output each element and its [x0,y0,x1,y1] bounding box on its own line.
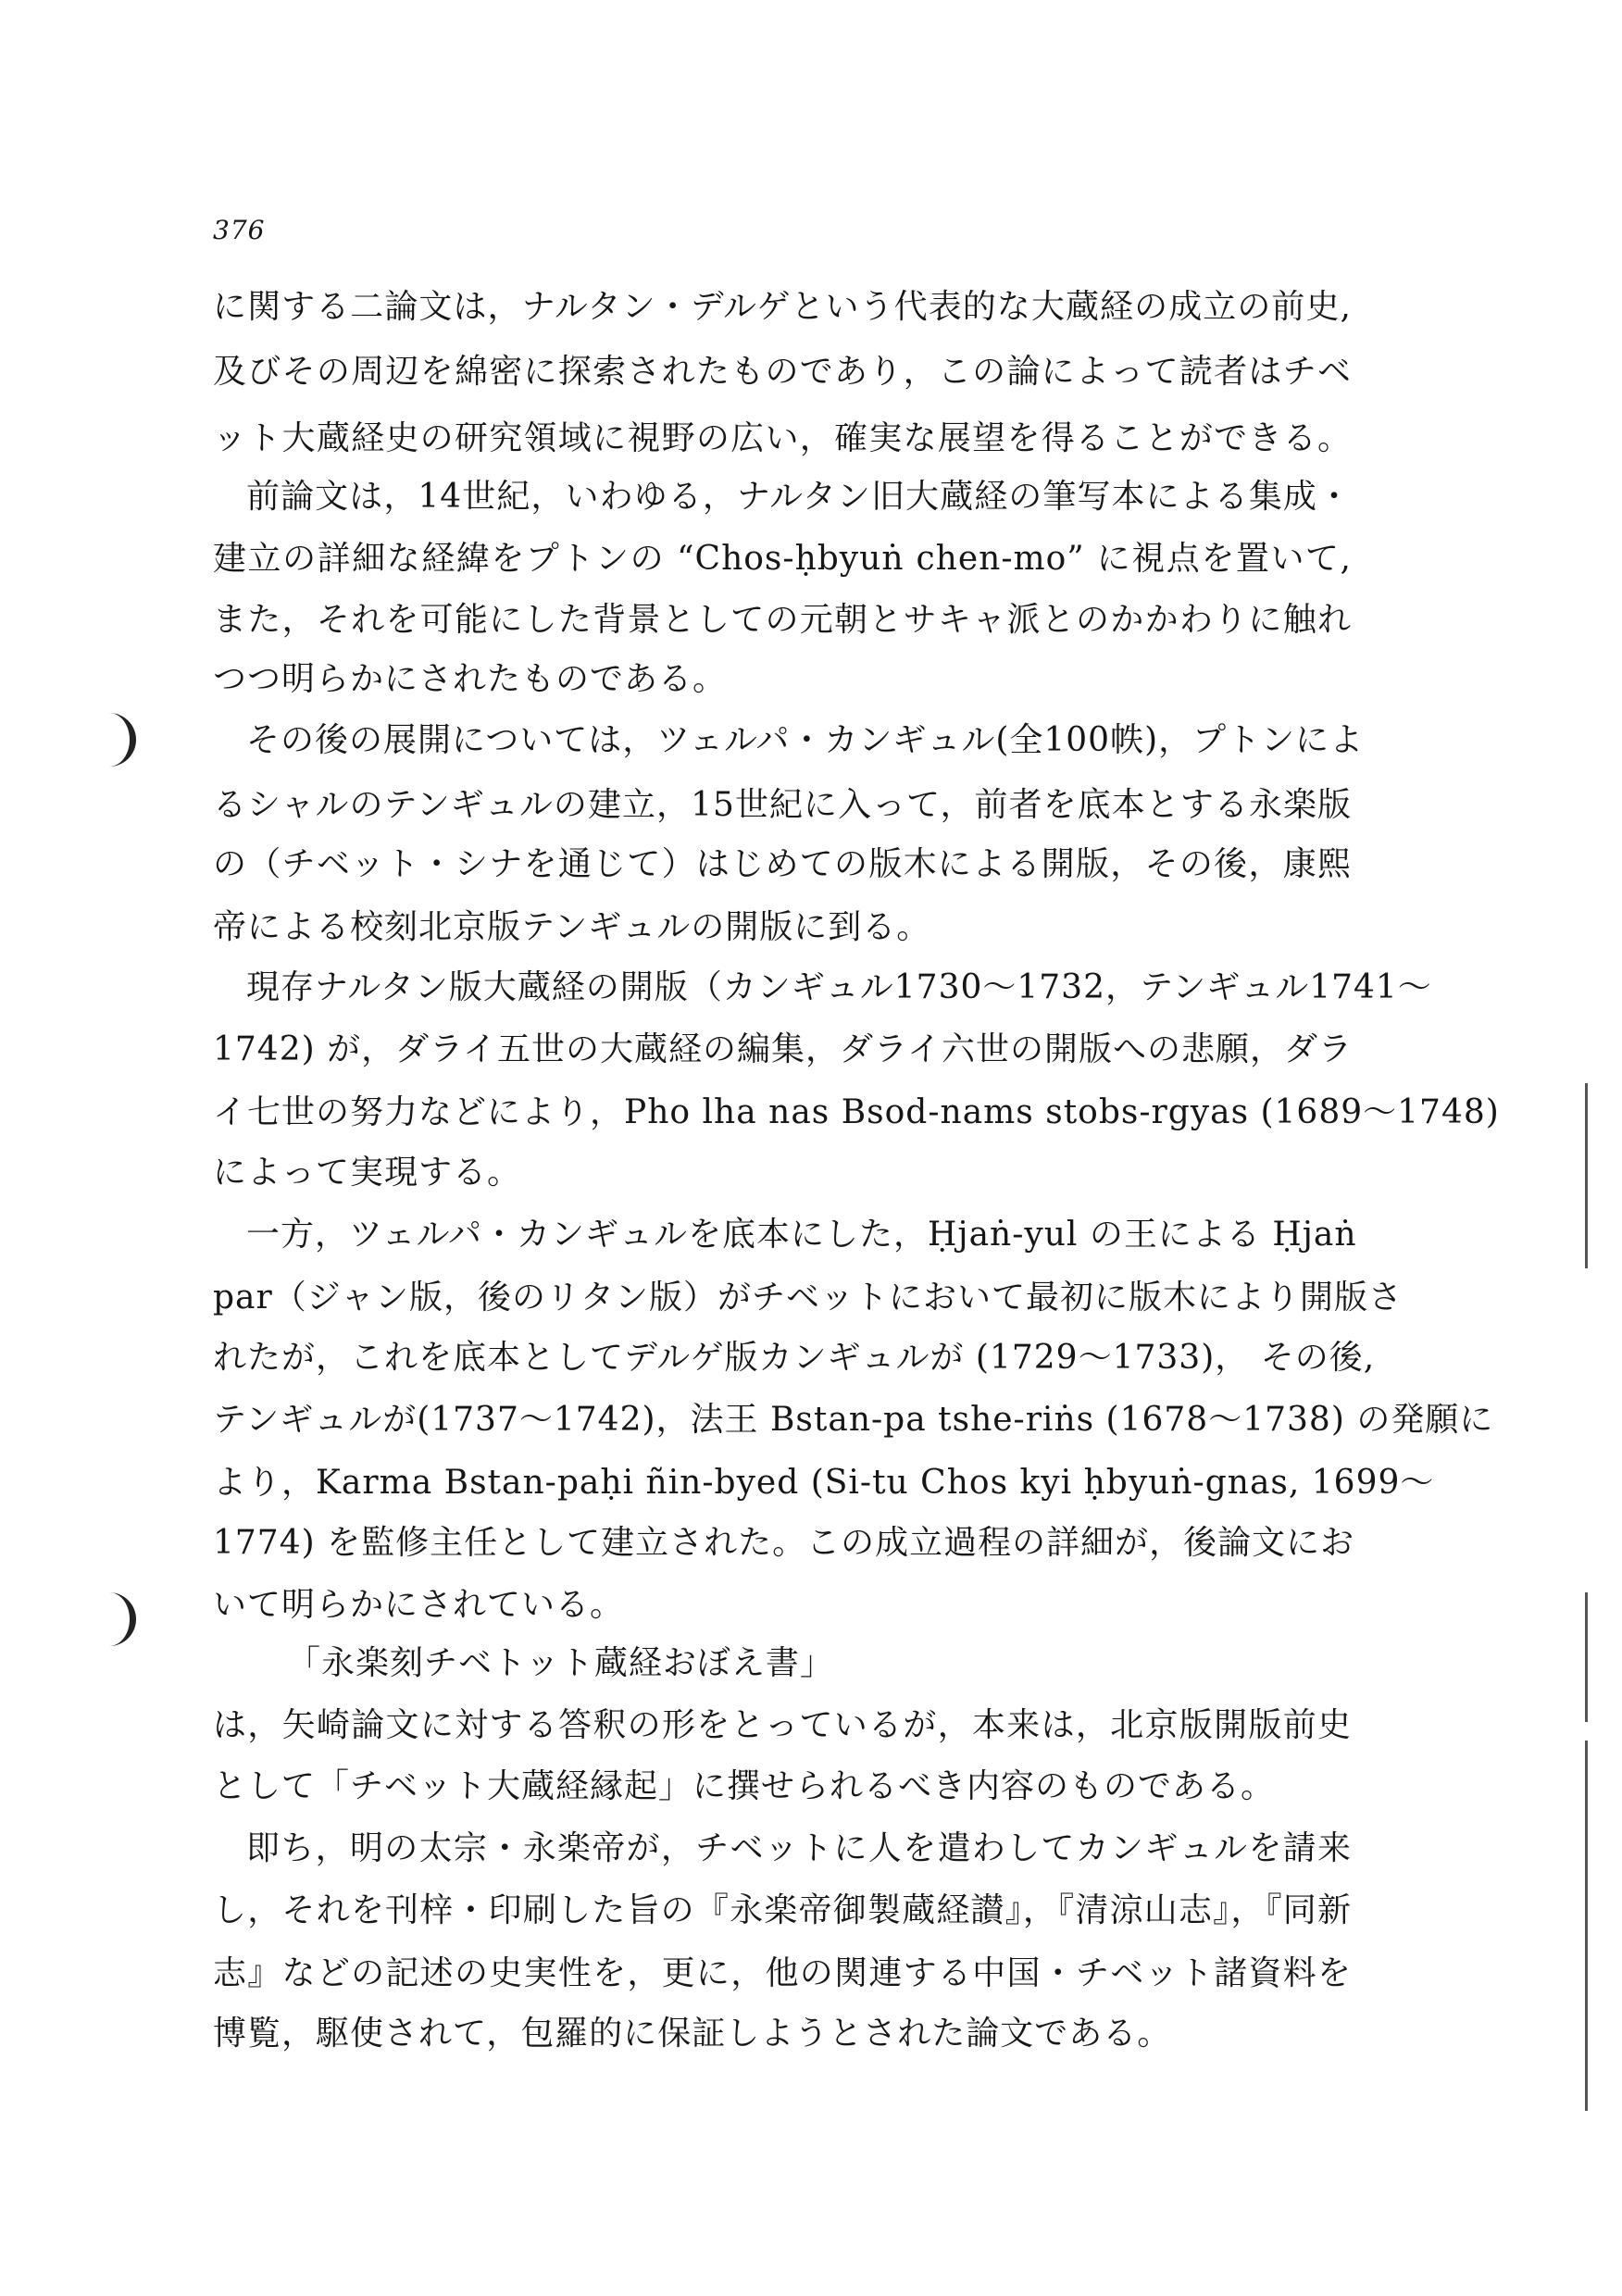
scan-edge-mark [1585,1083,1588,1268]
text-line: は，矢崎論文に対する答釈の形をとっているが，本来は，北京版開版前史 [213,1706,1352,1744]
text-line: 「永楽刻チベトット蔵経おぼえ書」 [287,1644,834,1682]
text-line: 1742) が，ダライ五世の大蔵経の編集，ダライ六世の開版への悲願，ダラ [213,1030,1353,1068]
text-line: par（ジャン版，後のリタン版）がチベットにおいて最初に版木により開版さ [213,1279,1403,1316]
text-line: つつ明らかにされたものである。 [213,660,728,698]
text-line: に関する二論文は，ナルタン・デルゲという代表的な大蔵経の成立の前史, [213,288,1352,326]
text-line: いて明らかにされている。 [213,1586,625,1624]
text-line: イ七世の努力などにより，Pho lha nas Bsod-nams stobs-rgyas (1689〜1748) [213,1093,1500,1131]
text-line: 帝による校刻北京版テンギュルの開版に到る。 [213,908,931,946]
text-line: 建立の詳細な経緯をプトンの “Chos-ḥbyuṅ chen-mo” に視点を置いて, [213,540,1352,578]
text-line: として「チベット大蔵経縁起」に撰せられるべき内容のものである。 [213,1767,1276,1805]
text-line: 前論文は，14世紀，いわゆる，ナルタン旧大蔵経の筆写本による集成・ [246,478,1352,516]
scan-edge-mark [1585,1592,1588,1722]
text-line: 一方，ツェルパ・カンギュルを底本にした，Ḥjaṅ-yul の王による Ḥjaṅ [246,1216,1357,1254]
text-line: テンギュルが(1737〜1742)，法王 Bstan-pa tshe-riṅs (1678〜1738) の発願に [213,1401,1494,1439]
text-line: 志』などの記述の史実性を，更に，他の関連する中国・チベット諸資料を [213,1954,1352,1992]
text-line: 即ち，明の太宗・永楽帝が，チベットに人を遣わしてカンギュルを請来 [246,1829,1352,1867]
scan-bracket-mark [109,1592,136,1646]
text-line: るシャルのテンギュルの建立，15世紀に入って，前者を底本とする永楽版 [213,786,1352,824]
text-line: し，それを刊梓・印刷した旨の『永楽帝御製蔵経讃』，『清涼山志』，『同新 [213,1891,1352,1929]
scan-edge-mark [1585,1741,1588,2111]
scan-bracket-mark [109,713,136,767]
text-line: また，それを可能にした背景としての元朝とサキャ派とのかかわりに触れ [213,601,1352,639]
text-line: 現存ナルタン版大蔵経の開版（カンギュル1730〜1732，テンギュル1741〜 [246,968,1432,1006]
text-line: の（チベット・シナを通じて）はじめての版木による開版，その後，康熙 [213,845,1352,883]
page-number: 376 [213,215,266,245]
text-line: によって実現する。 [213,1154,522,1192]
text-line: れたが，これを底本としてデルゲ版カンギュルが (1729〜1733)， その後, [213,1339,1376,1377]
text-line: ット大蔵経史の研究領域に視野の広い，確実な展望を得ることができる。 [213,419,1352,457]
text-line: その後の展開については，ツェルパ・カンギュル(全100帙)，プトンによ [246,721,1365,759]
text-line: より，Karma Bstan-paḥi ñin-byed (Si-tu Chos kyi ḥbyuṅ-gnas, 1699〜 [213,1464,1435,1502]
text-line: 博覧，駆使されて，包羅的に保証しようとされた論文である。 [213,2015,1172,2053]
text-line: 1774) を監修主任として建立された。この成立過程の詳細が，後論文にお [213,1524,1355,1562]
text-line: 及びその周辺を綿密に探索されたものであり，この論によって読者はチベ [213,353,1352,391]
